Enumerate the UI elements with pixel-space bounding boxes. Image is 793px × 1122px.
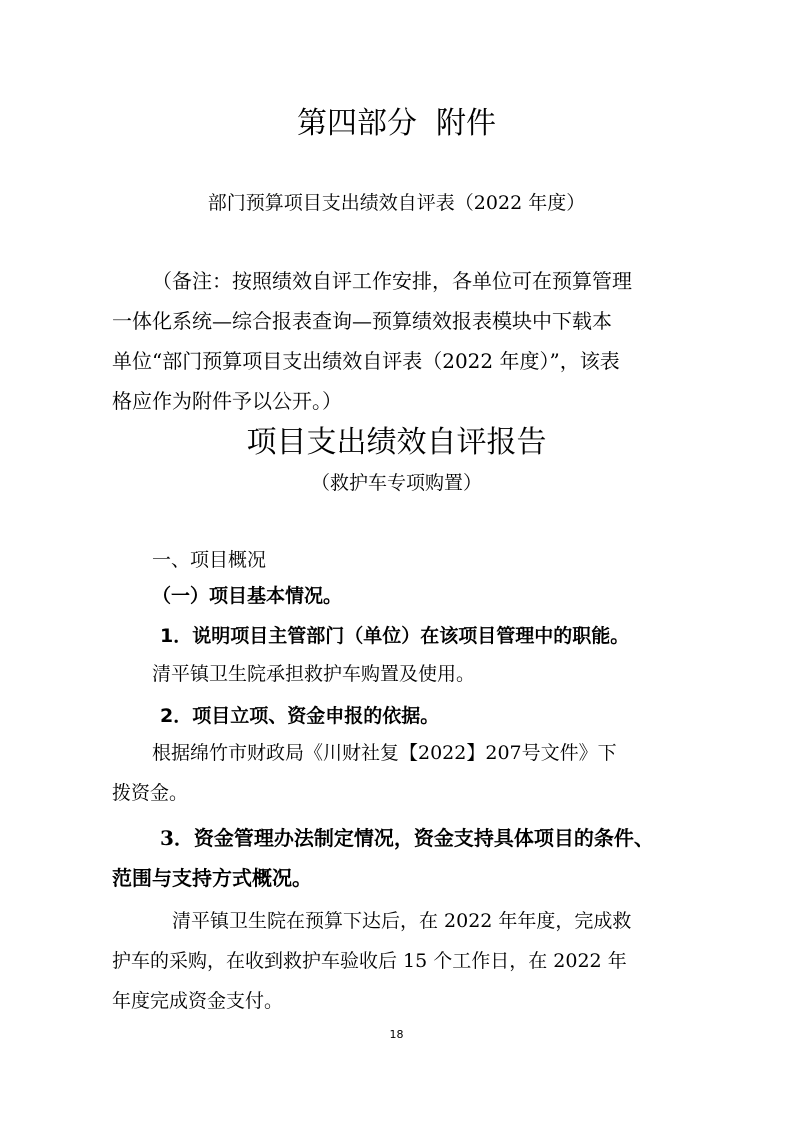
item-2-text-line: 根据绵竹市财政局《川财社复【2022】207号文件》下 bbox=[152, 742, 617, 764]
report-title: 项目支出绩效自评报告 bbox=[246, 425, 547, 460]
item-1-title: 1．说明项目主管部门（单位）在该项目管理中的职能。 bbox=[160, 625, 630, 647]
subsection-heading: （一）项目基本情况。 bbox=[152, 585, 343, 607]
note-line: （备注：按照绩效自评工作安排，各单位可在预算管理 bbox=[152, 269, 632, 293]
page-heading: 第四部分 附件 bbox=[296, 106, 497, 141]
item-3-text-line: 护车的采购，在收到救护车验收后 15 个工作日，在 2022 年 bbox=[112, 950, 627, 972]
page-subheading: 部门预算项目支出绩效自评表（2022 年度） bbox=[207, 192, 586, 214]
note-line: 单位“部门预算项目支出绩效自评表（2022 年度）”，该表 bbox=[112, 349, 620, 373]
item-2-title: 2．项目立项、资金申报的依据。 bbox=[160, 705, 440, 727]
report-subtitle: （救护车专项购置） bbox=[310, 472, 482, 494]
note-line: 格应作为附件予以公开。） bbox=[112, 389, 342, 413]
item-3-title-line: 3．资金管理办法制定情况，资金支持具体项目的条件、 bbox=[160, 826, 654, 850]
page-number: 18 bbox=[389, 1028, 404, 1041]
item-3-text-line: 年度完成资金支付。 bbox=[112, 990, 284, 1012]
item-3-title-line: 范围与支持方式概况。 bbox=[112, 866, 312, 890]
item-2-text-line: 拨资金。 bbox=[112, 782, 189, 804]
item-1-text: 清平镇卫生院承担救护车购置及使用。 bbox=[152, 663, 476, 685]
section-heading: 一、项目概况 bbox=[152, 549, 267, 571]
item-3-text-line: 清平镇卫生院在预算下达后，在 2022 年年度，完成救 bbox=[172, 910, 632, 932]
note-line: 一体化系统—综合报表查询—预算绩效报表模块中下载本 bbox=[112, 309, 612, 333]
